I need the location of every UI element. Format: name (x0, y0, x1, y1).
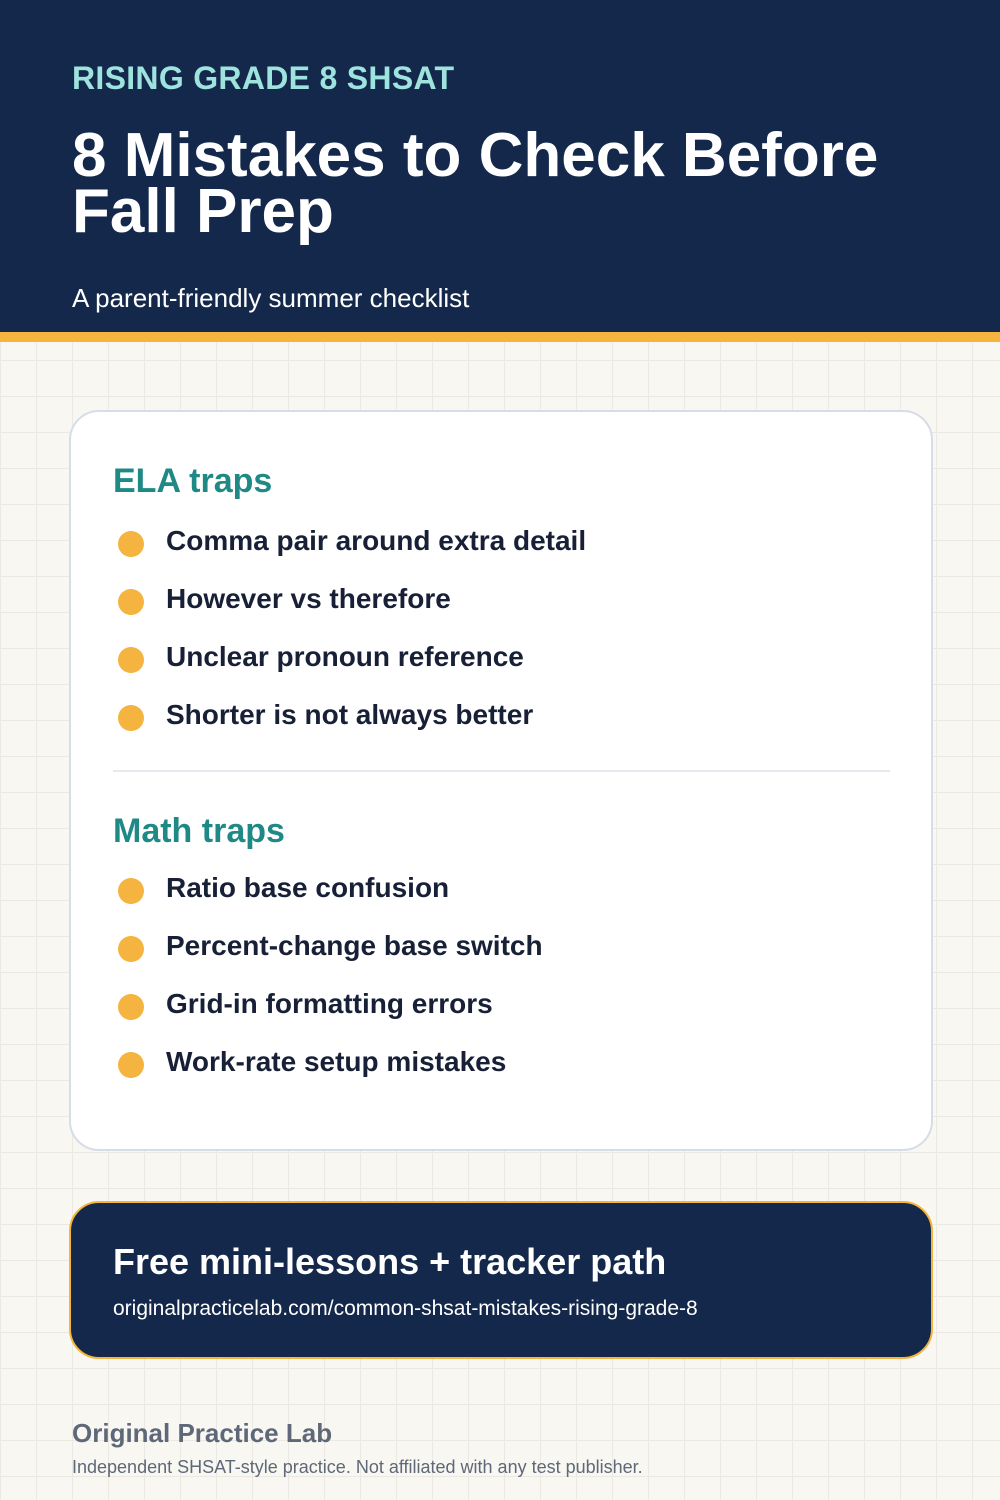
list-item (71, 641, 771, 681)
list-item-label: Unclear pronoun reference (166, 641, 524, 672)
list-item-label: Percent-change base switch (166, 930, 543, 961)
cta-title: Free mini-lessons + tracker path (113, 1241, 667, 1282)
cta-url-link[interactable]: originalpracticelab.com/common-shsat-mistakes-rising-grade-8 (113, 1297, 698, 1320)
bullet-dot-icon (118, 878, 144, 904)
list-item (71, 930, 771, 970)
page-title: 8 Mistakes to Check Before Fall Prep (72, 121, 879, 246)
section-divider (113, 770, 890, 772)
list-item (71, 1046, 771, 1086)
list-item (71, 525, 771, 565)
math-section-heading: Math traps (113, 812, 285, 850)
cta-banner (69, 1201, 933, 1359)
list-item-label: Comma pair around extra detail (166, 525, 587, 556)
list-item-label: Shorter is not always better (166, 699, 534, 730)
bullet-dot-icon (118, 936, 144, 962)
list-item-label: Grid-in formatting errors (166, 988, 493, 1019)
brand-name: Original Practice Lab (72, 1418, 333, 1448)
list-item (71, 583, 771, 623)
list-item (71, 988, 771, 1028)
list-item-label: Work-rate setup mistakes (166, 1046, 507, 1077)
bullet-dot-icon (118, 589, 144, 615)
bullet-dot-icon (118, 1052, 144, 1078)
list-item (71, 699, 771, 739)
eyebrow-label: RISING GRADE 8 SHSAT (72, 60, 455, 96)
bullet-dot-icon (118, 647, 144, 673)
disclaimer-text: Independent SHSAT-style practice. Not affiliated with any test publisher. (72, 1457, 643, 1477)
bullet-dot-icon (118, 705, 144, 731)
list-item-label: Ratio base confusion (166, 872, 450, 903)
bullet-dot-icon (118, 994, 144, 1020)
checklist-card (69, 410, 933, 1151)
ela-section-heading: ELA traps (113, 462, 273, 500)
page-subtitle: A parent-friendly summer checklist (72, 283, 470, 313)
bullet-dot-icon (118, 531, 144, 557)
header-banner (0, 0, 1000, 342)
list-item (71, 872, 771, 912)
list-item-label: However vs therefore (166, 583, 451, 614)
